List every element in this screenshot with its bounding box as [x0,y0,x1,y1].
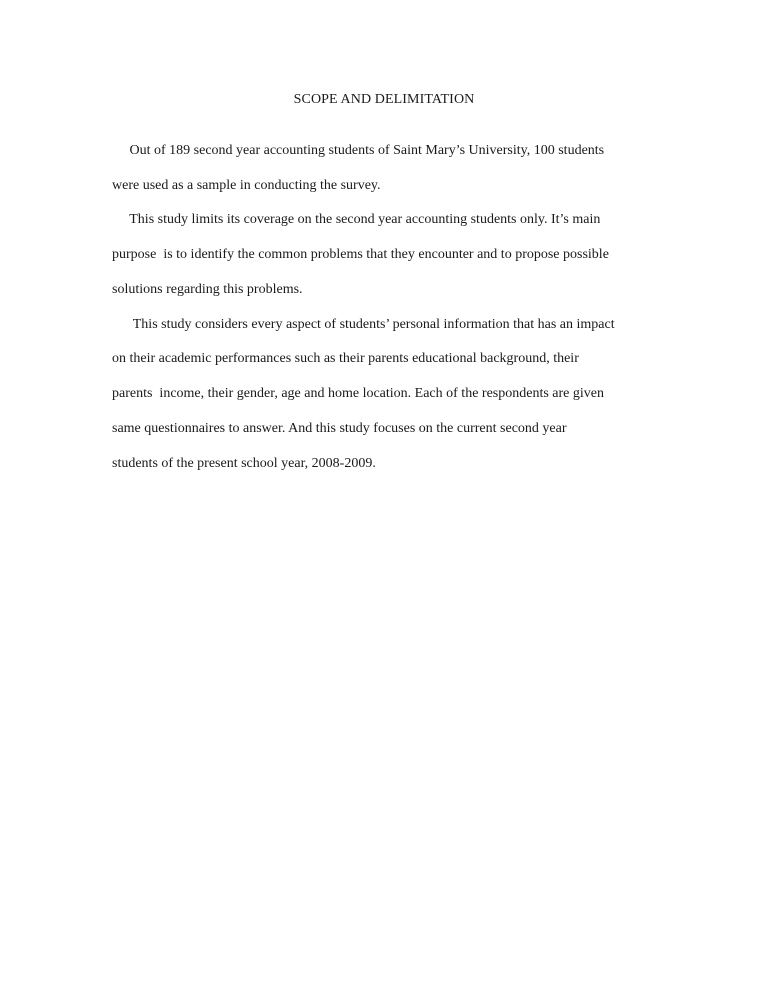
paragraph-line: parents income, their gender, age and home location. Each of the respondents are given [112,386,604,401]
paragraph-line: same questionnaires to answer. And this study focuses on the current second year [112,421,567,436]
document-title: SCOPE AND DELIMITATION [293,92,475,107]
paragraph-line: Out of 189 second year accounting students of Saint Mary’s University, 100 students [112,143,605,158]
paragraph-line: were used as a sample in conducting the survey. [112,178,381,193]
paragraph-line: solutions regarding this problems. [112,282,303,297]
paragraph-line: purpose is to identify the common problems that they encounter and to propose possible [112,247,609,262]
paragraph-line: This study considers every aspect of students’ personal information that has an impact [112,317,615,332]
paragraph-line: This study limits its coverage on the second year accounting students only. It’s main [112,212,601,227]
paragraph-line: on their academic performances such as their parents educational background, their [112,351,579,366]
paragraph-line: students of the present school year, 2008-2009. [112,456,376,471]
